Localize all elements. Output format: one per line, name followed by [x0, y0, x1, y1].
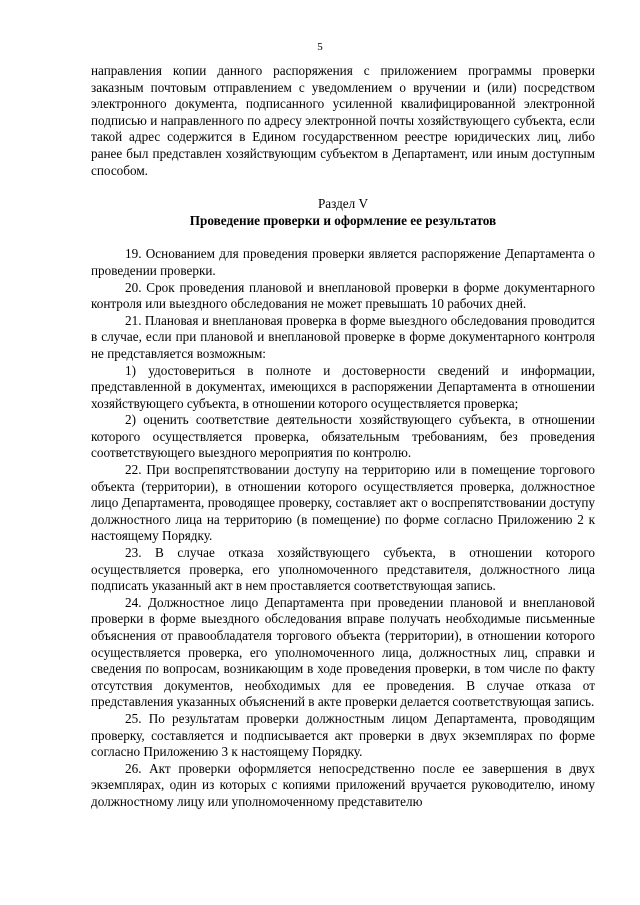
document-body: [91, 63, 595, 811]
paragraph-21: 21. Плановая и внеплановая проверка в форме выездного обследования проводится в случае, если при плановой и внеплановой проверке в форме документарного контроля не представляется возможным:: [91, 312, 595, 361]
paragraph-21-item-1: 1) удостовериться в полноте и достоверности сведений и информации, представленной в документах, имеющихся в распоряжении Департамента в отношении хозяйствующего субъекта, в отношении которого осуществляется проверка;: [91, 362, 595, 411]
section-title: Проведение проверки и оформление ее результатов: [189, 212, 497, 228]
paragraph-23: 23. В случае отказа хозяйствующего субъекта, в отношении которого осуществляется проверка, его уполномоченного представителя, должностного лица подписать указанный акт в нем проставляется соответствующая запись.: [91, 545, 595, 594]
paragraph-26: 26. Акт проверки оформляется непосредственно после ее завершения в двух экземплярах, один из которых с копиями приложений вручается руководителю, иному должностному лицу или уполномоченному представителю: [91, 760, 595, 809]
paragraph-20: 20. Срок проведения плановой и внеплановой проверки в форме документарного контроля или выездного обследования не может превышать 10 рабочих дней.: [91, 279, 595, 312]
section-label: Раздел V: [317, 196, 369, 212]
paragraph-19: 19. Основанием для проведения проверки является распоряжение Департамента о проведении проверки.: [91, 246, 595, 278]
paragraph-25: 25. По результатам проверки должностным лицом Департамента, проводящим проверку, составляется и подписывается акт проверки в двух экземплярах по форме согласно Приложению 3 к настоящему Порядку.: [91, 710, 595, 760]
paragraph-22: 22. При воспрепятствовании доступу на территорию или в помещение торгового объекта (территории), в отношении которого осуществляется проверка, должностное лицо Департамента, проводящее проверку, составляет акт о воспрепятствовании доступу должностного лица на территорию (в помещение) по форме согласно Приложению 2 к настоящему Порядку.: [91, 462, 595, 544]
paragraph-24: 24. Должностное лицо Департамента при проведении плановой и внеплановой проверки в форме выездного обследования вправе получать необходимые письменные объяснения от правообладателя торгового объекта (территории), в отношении которого осуществляется проверка, его уполномоченного лица, должностных лиц, справки и сведения по вопросам, возникающим в ходе проведения проверки, в том числе по факту отсутствия документов, необходимых для ее проведения. В случае отказа от представления указанных объяснений в акте проверки делается соответствующая запись.: [91, 594, 595, 710]
page-number: 5: [317, 41, 323, 53]
intro-paragraph: направления копии данного распоряжения с приложением программы проверки заказным почтовым отправлением с уведомлением о вручении и (или) посредством электронного документа, подписанного усиленной квалифицированной электронной подписью и направленного по адресу электронной почты хозяйствующего субъекта, если такой адрес содержится в Едином государственном реестре юридических лиц, либо ранее был представлен хозяйствующим субъектом в Департамент, или иным доступным способом.: [91, 63, 595, 178]
paragraph-21-item-2: 2) оценить соответствие деятельности хозяйствующего субъекта, в отношении которого осуществляется проверка, обязательным требованиям, без проведения соответствующего выездного мероприятия по контролю.: [91, 412, 595, 461]
